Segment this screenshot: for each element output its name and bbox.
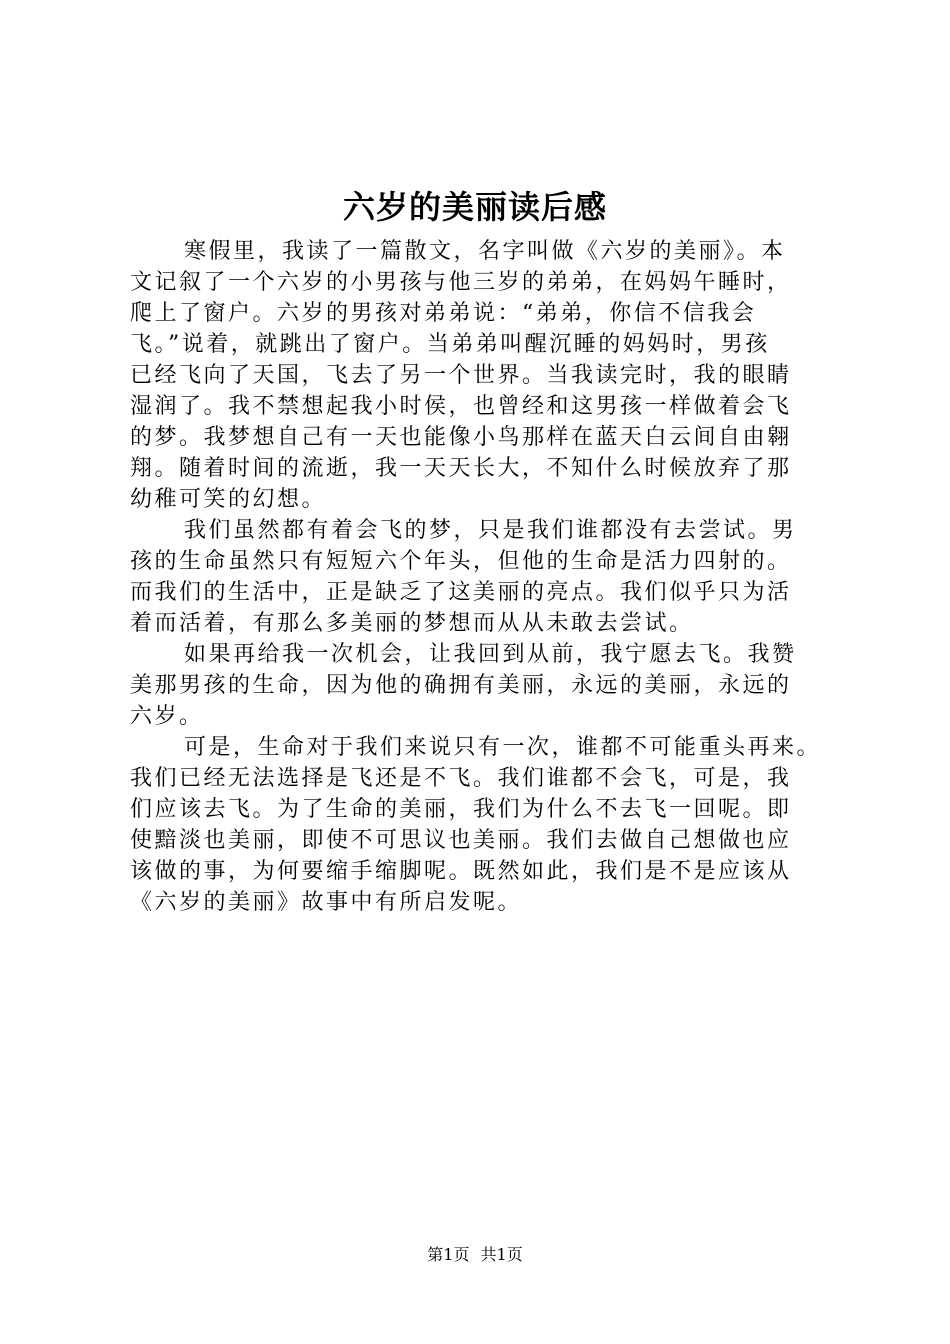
paragraph	[130, 732, 830, 918]
document-title: 六岁的美丽读后感	[342, 188, 607, 226]
paragraph-line: 可是，生命对于我们来说只有一次，谁都不可能重头再来。	[184, 735, 822, 760]
paragraph-line: 已经飞向了天国，飞去了另一个世界。当我读完时，我的眼睛	[130, 363, 792, 388]
paragraph	[130, 639, 830, 732]
paragraph-line: 幼稚可笑的幻想。	[130, 487, 327, 512]
document-body	[130, 236, 830, 918]
paragraph-line: 寒假里，我读了一篇散文，名字叫做《六岁的美丽》。本	[184, 239, 786, 264]
paragraph-line: 着而活着，有那么多美丽的梦想而从从未敢去尝试。	[130, 611, 694, 636]
paragraph-line: 美那男孩的生命，因为他的确拥有美丽，永远的美丽，永远的	[130, 673, 792, 698]
paragraph-line: 湿润了。我不禁想起我小时侯，也曾经和这男孩一样做着会飞	[130, 394, 792, 419]
page-total: 共1页	[480, 1245, 523, 1264]
paragraph-line: 我们虽然都有着会飞的梦，只是我们谁都没有去尝试。男	[184, 518, 797, 543]
page-number: 第1页	[427, 1245, 470, 1264]
paragraph	[130, 236, 830, 515]
paragraph-line: 我们已经无法选择是飞还是不飞。我们谁都不会飞，可是，我	[130, 766, 792, 791]
paragraph-line: 《六岁的美丽》故事中有所启发呢。	[130, 890, 523, 915]
page-footer	[0, 1244, 950, 1266]
paragraph-line: 爬上了窗户。六岁的男孩对弟弟说：“弟弟，你信不信我会	[130, 301, 757, 326]
paragraph-line: 飞。”说着，就跳出了窗户。当弟弟叫醒沉睡的妈妈时，男孩	[130, 332, 770, 357]
paragraph-line: 如果再给我一次机会，让我回到从前，我宁愿去飞。我赞	[184, 642, 797, 667]
paragraph-line: 们应该去飞。为了生命的美丽，我们为什么不去飞一回呢。即	[130, 797, 792, 822]
paragraph-line: 的梦。我梦想自己有一天也能像小鸟那样在蓝天白云间自由翱	[130, 425, 792, 450]
paragraph	[130, 515, 830, 639]
paragraph-line: 翔。随着时间的流逝，我一天天长大，不知什么时候放弃了那	[130, 456, 792, 481]
paragraph-line: 六岁。	[130, 704, 204, 729]
paragraph-line: 该做的事，为何要缩手缩脚呢。既然如此，我们是不是应该从	[130, 859, 792, 884]
paragraph-line: 而我们的生活中，正是缺乏了这美丽的亮点。我们似乎只为活	[130, 580, 792, 605]
paragraph-line: 使黯淡也美丽，即使不可思议也美丽。我们去做自己想做也应	[130, 828, 792, 853]
paragraph-line: 文记叙了一个六岁的小男孩与他三岁的弟弟，在妈妈午睡时，	[130, 270, 792, 295]
paragraph-line: 孩的生命虽然只有短短六个年头，但他的生命是活力四射的。	[130, 549, 792, 574]
